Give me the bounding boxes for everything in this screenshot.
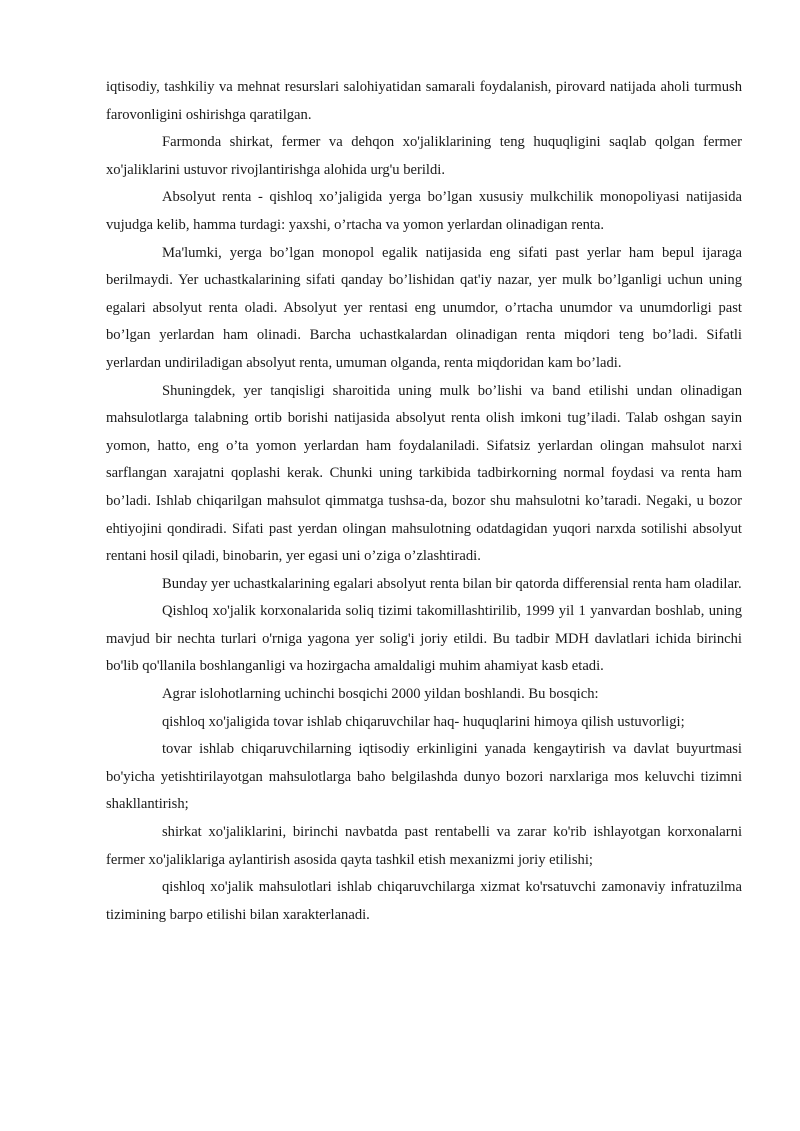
document-page [106,74,742,929]
paragraph: Shuningdek, yer tanqisligi sharoitida uning mulk bo’lishi va band etilishi undan olinadigan mahsulotlarga talabning ortib borishi natijasida absolyut renta olish imkoni tug’iladi. Talab oshgan sayin yomon, hatto, eng o’ta yomon yerlardan ham foydalaniladi. Sifatsiz yerlardan olingan mahsulot narxi sarflangan xarajatni qoplashi kerak. Chunki uning tarkibida tadbirkorning normal foydasi va renta ham bo’ladi. Ishlab chiqarilgan mahsulot qimmatga tushsa-da, bozor shu mahsulotni ko’taradi. Negaki, u bozor ehtiyojini qondiradi. Sifati past yerdan olingan mahsulotning odatdagidan yuqori narxda sotilishi absolyut rentani hosil qiladi, binobarin, yer egasi uni o’ziga o’zlashtiradi. [106,382,742,565]
paragraph: Qishloq xo'jalik korxonalarida soliq tizimi takomillashtirilib, 1999 yil 1 yanvardan boshlab, uning mavjud bir nechta turlari o'rniga yagona yer solig'i joriy etildi. Bu tadbir MDH davlatlari ichida birinchi bo'lib qo'llanila boshlanganligi va hozirgacha amaldaligi muhim ahamiyat kasb etadi. [106,603,742,675]
paragraph: Bunday yer uchastkalarining egalari absolyut renta bilan bir qatorda differensial renta ham oladilar. [162,575,742,592]
list-item: qishloq xo'jaligida tovar ishlab chiqaruvchilar haq- huquqlarini himoya qilish ustuvorligi; [162,713,685,730]
paragraph: Ma'lumki, yerga bo’lgan monopol egalik natijasida eng sifati past yerlar ham bepul ijaraga berilmaydi. Yer uchastkalarining sifati qanday bo’lishidan qat'iy nazar, yer mulk bo’lganligi uchun uning egalari absolyut renta oladi. Absolyut yer rentasi eng unumdor, o’rtacha unumdor va unumdorligi past bo’lgan yerlardan ham olinadi. Barcha uchastkalardan olinadigan renta miqdori teng bo’ladi. Sifatli yerlardan undiriladigan absolyut renta, umuman olganda, renta miqdoridan kam bo’ladi. [106,244,742,371]
paragraph: Absolyut renta - qishloq xo’jaligida yerga bo’lgan xususiy mulkchilik monopoliyasi natijasida vujudga kelib, hamma turdagi: yaxshi, o’rtacha va yomon yerlardan olinadigan renta. [106,189,742,233]
list-item: shirkat xo'jaliklarini, birinchi navbatda past rentabelli va zarar ko'rib ishlayotgan korxonalarni fermer xo'jaliklariga aylantirish asosida qayta tashkil etish mexanizmi joriy etilishi; [106,824,742,868]
list-item: qishloq xo'jalik mahsulotlari ishlab chiqaruvchilarga xizmat ko'rsatuvchi zamonaviy infratuzilma tizimining barpo etilishi bilan xarakterlanadi. [106,879,742,923]
paragraph: Agrar islohotlarning uchinchi bosqichi 2000 yildan boshlandi. Bu bosqich: [162,686,599,703]
paragraph: Farmonda shirkat, fermer va dehqon xo'jaliklarining teng huquqligini saqlab qolgan fermer xo'jaliklarini ustuvor rivojlantirishga alohida urg'u berildi. [106,134,742,178]
paragraph: iqtisodiy, tashkiliy va mehnat resurslari salohiyatidan samarali foydalanish, pirovard natijada aholi turmush farovonligini oshirishga qaratilgan. [106,79,742,123]
list-item: tovar ishlab chiqaruvchilarning iqtisodiy erkinligini yanada kengaytirish va davlat buyurtmasi bo'yicha yetishtirilayotgan mahsulotlarga baho belgilashda dunyo bozori narxlariga mos keluvchi tizimni shakllantirish; [106,741,742,813]
